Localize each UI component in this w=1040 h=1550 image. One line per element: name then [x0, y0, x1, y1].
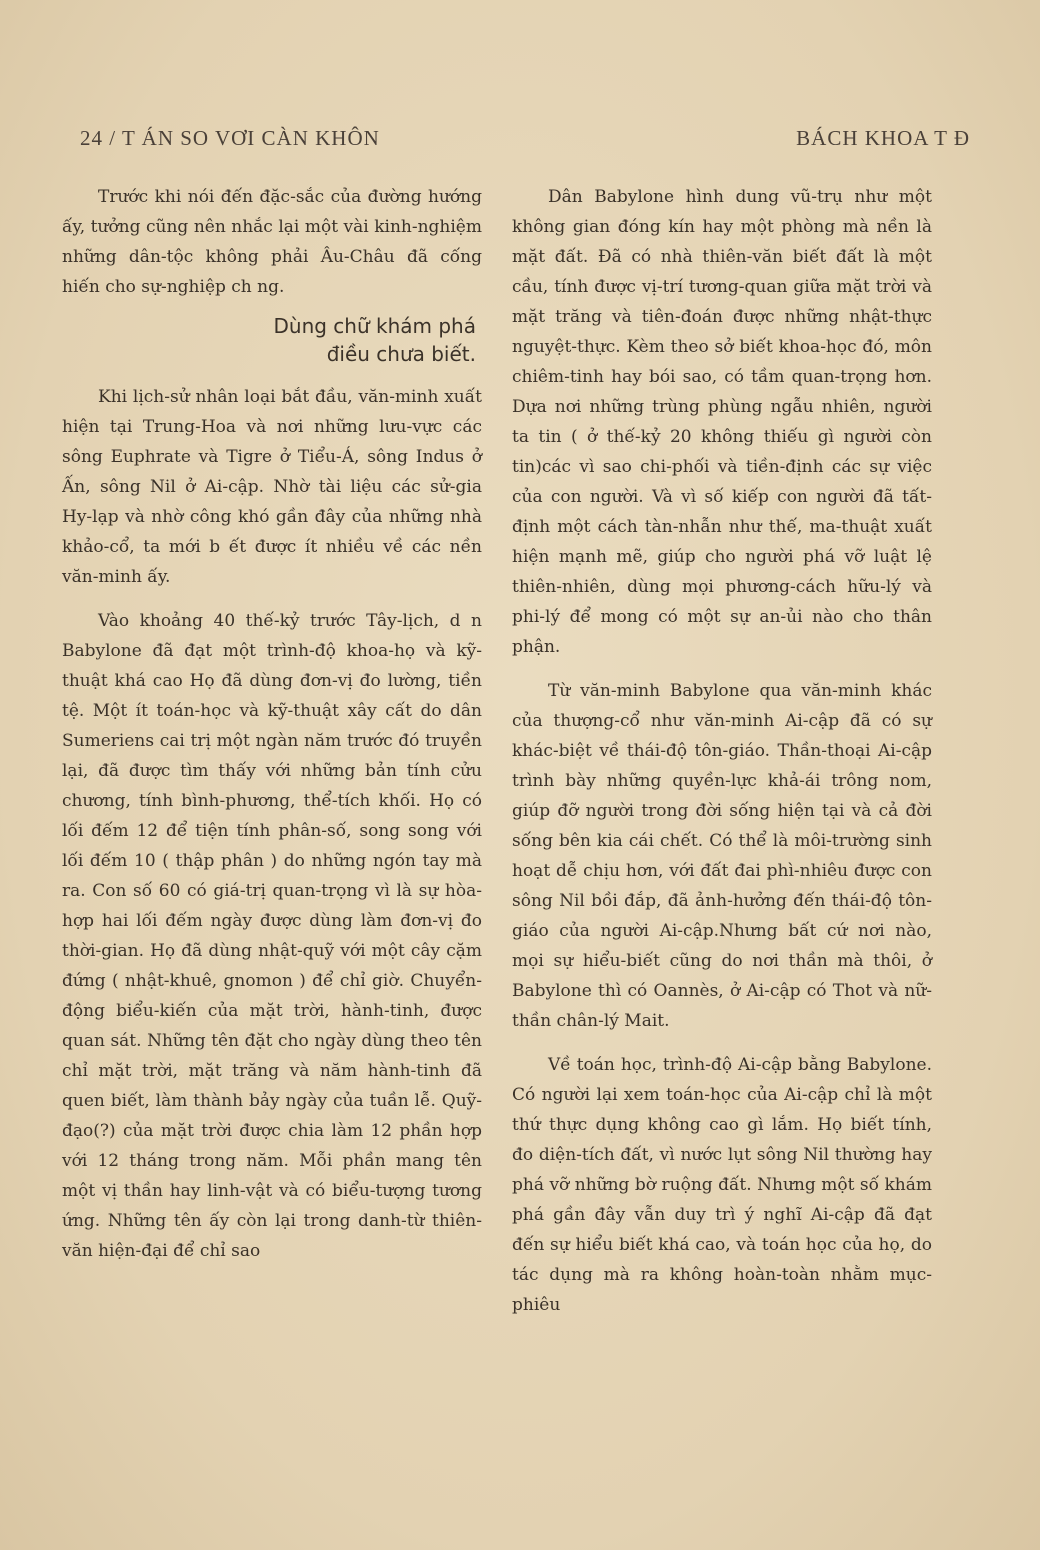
left-paragraph-2: Khi lịch-sử nhân loại bắt đầu, văn-minh xuất hiện tại Trung-Hoa và nơi những lưu-vực các sông Euphrate và Tigre ở Tiểu-Á, sông Indus ở Ấn, sông Nil ở Ai-cập. Nhờ tài liệu các sử-gia Hy-lạp và nhờ công khó gần đây của những nhà khảo-cổ, ta mới b ết được ít nhiều về các nền văn-minh ấy.: [62, 387, 482, 587]
left-paragraph-3: Vào khoảng 40 thế-kỷ trước Tây-lịch, d n Babylone đã đạt một trình-độ khoa-họ và kỹ-thuật khá cao Họ đã dùng đơn-vị đo lường, tiền tệ. Một ít toán-học và kỹ-thuật xây cất do dân Sumeriens cai trị một ngàn năm trước đó truyền lại, đã được tìm thấy với những bản tính cửu chương, tính bình-phương, thể-tích khối. Họ có lối đếm 12 để tiện tính phân-số, song song với lối đếm 10 ( thập phân ) do những ngón tay mà ra. Con số 60 có giá-trị quan-trọng vì là sự hòa-hợp hai lối đếm ngày được dùng làm đơn-vị đo thời-gian. Họ đã dùng nhật-quỹ với một cây cặm đứng ( nhật-khuê, gnomon ) để chỉ giờ. Chuyển-động biểu-kiến của mặt trời, hành-tinh, được quan sát. Những tên đặt cho ngày dùng theo tên chỉ mặt trời, mặt trăng và năm hành-tinh đã quen biết, làm thành bảy ngày của tuần lễ. Quỹ-đạo(?) của mặt trời được chia làm 12 phần hợp với 12 tháng trong năm. Mỗi phần mang tên một vị thần hay linh-vật và có biểu-tượng tương ứng. Những tên ấy còn lại trong danh-từ thiên-văn hiện-đại để chỉ sao: [62, 611, 482, 1261]
right-paragraph-2: Từ văn-minh Babylone qua văn-minh khác của thượng-cổ như văn-minh Ai-cập đã có sự khác-biệt về thái-độ tôn-giáo. Thần-thoại Ai-cập trình bày những quyền-lực khả-ái trông nom, giúp đỡ người trong đời sống hiện tại và cả đời sống bên kia cái chết. Có thể là môi-trường sinh hoạt dễ chịu hơn, với đất đai phì-nhiêu được con sông Nil bồi đắp, đã ảnh-hưởng đến thái-độ tôn-giáo của người Ai-cập.Nhưng bất cứ nơi nào, mọi sự hiểu-biết cũng do nơi thần mà thôi, ở Babylone thì có Oannès, ở Ai-cập có Thot và nữ-thần chân-lý Mait.: [512, 681, 932, 1031]
left-column: [62, 182, 482, 1266]
right-paragraph-3: Về toán học, trình-độ Ai-cập bằng Babylone. Có người lại xem toán-học của Ai-cập chỉ là một thứ thực dụng không cao gì lắm. Họ biết tính, đo diện-tích đất, vì nước lụt sông Nil thường hay phá vỡ những bờ ruộng đất. Nhưng một số khám phá gần đây vẫn duy trì ý nghĩ Ai-cập đã đạt đến sự hiểu biết khá cao, và toán học của họ, do tác dụng mà ra không hoàn-toàn nhằm mục-phiêu: [512, 1055, 932, 1315]
subheading-line-1: Dùng chữ khám phá: [273, 314, 476, 338]
header-left: 24 / T ÁN SO VƠI CÀN KHÔN: [80, 126, 380, 150]
page-header: [0, 126, 1040, 156]
subheading-line-2: điều chưa biết.: [326, 342, 476, 366]
header-right: BÁCH KHOA T Đ: [796, 126, 970, 150]
left-paragraph-1: Trước khi nói đến đặc-sắc của đường hướng ấy, tưởng cũng nên nhắc lại một vài kinh-nghiệm những dân-tộc không phải Âu-Châu đã cống hiến cho sự-nghiệp ch ng.: [62, 187, 482, 297]
right-column: [512, 182, 932, 1320]
right-paragraph-1: Dân Babylone hình dung vũ-trụ như một không gian đóng kín hay một phòng mà nền là mặt đất. Đã có nhà thiên-văn biết đất là một cầu, tính được vị-trí tương-quan giữa mặt trời và mặt trăng và tiên-đoán được những nhật-thực nguyệt-thực. Kèm theo sở biết khoa-học đó, môn chiêm-tinh hay bói sao, có tầm quan-trọng hơn. Dựa nơi những trùng phùng ngẫu nhiên, người ta tin ( ở thế-kỷ 20 không thiếu gì người còn tin)các vì sao chi-phối và tiền-định các sự việc của con người. Và vì số kiếp con người đã tất-định một cách tàn-nhẫn như thế, ma-thuật xuất hiện mạnh mẽ, giúp cho người phá vỡ luật lệ thiên-nhiên, dùng mọi phương-cách hữu-lý và phi-lý để mong có một sự an-ủi nào cho thân phận.: [512, 187, 932, 657]
section-subheading: [62, 312, 476, 368]
